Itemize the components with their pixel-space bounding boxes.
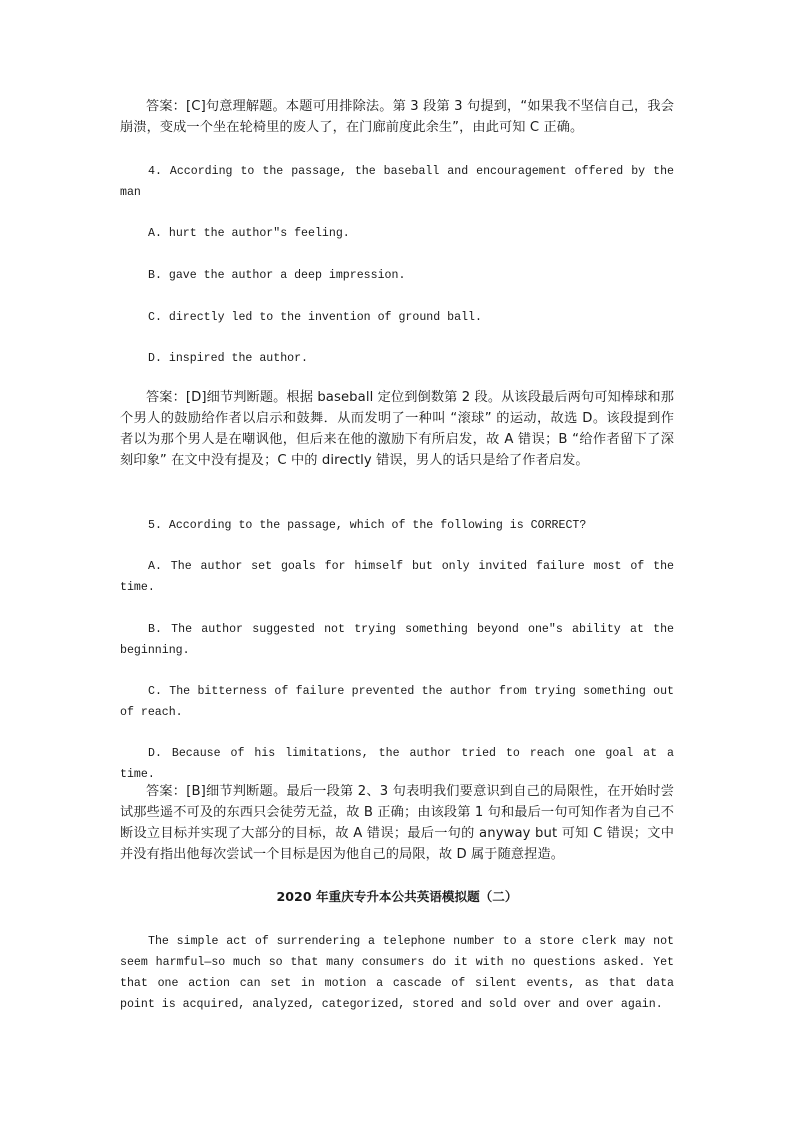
answer-q5: 答案：[B]细节判断题。最后一段第 2、3 句表明我们要意识到自己的局限性，在开始时尝试那些遥不可及的东西只会徒劳无益，故 B 正确；由该段第 1 句和最后一句可知作者为自己不断设立目标并实现了大部分的目标，故 A 错误；最后一句的 anyway but 可知 C 错误；文中并没有指出他每次尝试一个目标是因为他自己的局限，故 D 属于随意捏造。 [120,784,674,862]
q4-option-d: D. inspired the author. [148,352,309,365]
q4-option-a: A. hurt the author″s feeling. [148,227,350,240]
q5-option-b: B. The author suggested not trying something beyond one″s ability at the beginning. [120,623,674,657]
answer-q3: 答案：[C]句意理解题。本题可用排除法。第 3 段第 3 句提到，“如果我不坚信自己，我会崩溃，变成一个坐在轮椅里的废人了，在门廊前度此余生”，由此可知 C 正确。 [120,99,674,135]
q5-option-d: D. Because of his limitations, the author tried to reach one goal at a time. [120,747,674,781]
q5-stem: 5. According to the passage, which of the following is CORRECT? [148,519,587,532]
q4-option-b: B. gave the author a deep impression. [148,269,406,282]
q5-option-c: C. The bitterness of failure prevented the author from trying something out of reach. [120,685,674,719]
q5-option-a: A. The author set goals for himself but only invited failure most of the time. [120,560,674,594]
q4-option-c: C. directly led to the invention of ground ball. [148,311,482,324]
answer-q4: 答案：[D]细节判断题。根据 baseball 定位到倒数第 2 段。从该段最后两句可知棒球和那个男人的鼓励给作者以启示和鼓舞．从而发明了一种叫 “滚球” 的运动，故选 D。该段提到作者以为那个男人是在嘲讽他，但后来在他的激励下有所启发，故 A 错误；B “给作者留下了深刻印象” 在文中没有提及；C 中的 directly 错误，男人的话只是给了作者启发。 [120,390,674,468]
q4-stem: 4. According to the passage, the baseball and encouragement offered by the man [120,165,674,199]
passage-paragraph: The simple act of surrendering a telephone number to a store clerk may not seem harmful—so much so that many consumers do it with no questions asked. Yet that one action can set in motion a cascade of silent events, as that data point is acquired, analyzed, categorized, stored and sold over and over again. [120,935,674,1011]
section-title: 2020 年重庆专升本公共英语模拟题（二） [276,889,518,904]
